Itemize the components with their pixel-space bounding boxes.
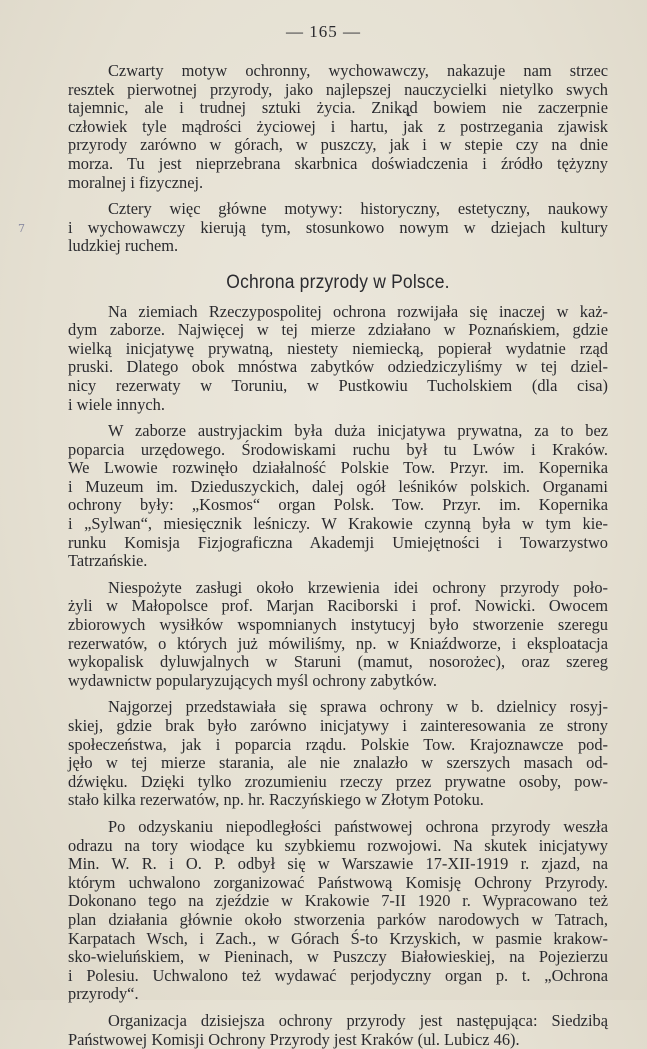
text-line: wykopalisk dyluwjalnych w Staruni (mamut, nosorożec), oraz szereg xyxy=(68,653,608,672)
text-line: i Polesiu. Uchwalono też wydawać perjodyczny organ p. t. „Ochrona xyxy=(68,967,608,986)
text-line: Dokonano tego na zjeździe w Krakowie 7-II 1920 r. Wypracowano też xyxy=(68,892,608,911)
text-line: Min. W. R. i O. P. odbył się w Warszawie 17-XII-1919 r. zjazd, na xyxy=(68,855,608,874)
text-line: Niespożyte zasługi około krzewienia idei ochrony przyrody poło- xyxy=(68,579,608,598)
text-line: dźwięku. Dzięki tylko zrozumieniu rzeczy przez prywatne osoby, pow- xyxy=(68,773,608,792)
text-line: pruski. Dlatego obok mnóstwa zabytków odziedziczyliśmy w tej dziel- xyxy=(68,358,608,377)
text-line: człowiek tyle mądrości życiowej i hartu, jak z postrzegania zjawisk xyxy=(68,118,608,137)
text-line: Organizacja dzisiejsza ochrony przyrody jest następująca: Siedzibą xyxy=(68,1012,608,1031)
paragraph xyxy=(68,200,608,256)
text-line: i Muzeum im. Dzieduszyckich, dalej ogół leśników polskich. Organami xyxy=(68,478,608,497)
text-line: którym uchwalono zorganizować Państwową Komisję Ochrony Przyrody. xyxy=(68,874,608,893)
text-line: stało kilka rezerwatów, np. hr. Raczyńskiego w Złotym Potoku. xyxy=(68,791,608,810)
text-line: przyrody zarówno w górach, w puszczy, jak i w stepie czy na dnie xyxy=(68,136,608,155)
text-line: Czwarty motyw ochronny, wychowawczy, nakazuje nam strzec xyxy=(68,62,608,81)
text-line: nicy rezerwaty w Toruniu, w Pustkowiu Tucholskiem (dla cisa) xyxy=(68,377,608,396)
text-line: Cztery więc główne motywy: historyczny, estetyczny, naukowy xyxy=(68,200,608,219)
text-line: Najgorzej przedstawiała się sprawa ochrony w b. dzielnicy rosyj- xyxy=(68,698,608,717)
text-line: tajemnic, ale i trudnej sztuki życia. Zniką̨d bowiem nie zaczerpnie xyxy=(68,99,608,118)
text-line: resztek pierwotnej przyrody, jako najlepszej nauczycielki nietylko swych xyxy=(68,81,608,100)
text-line: morza. Tu jest nieprzebrana skarbnica doświadczenia i źródło tężyzny xyxy=(68,155,608,174)
text-line: wielką inicjatywę prywatną, niestety niemiecką, popierał wydatnie rząd xyxy=(68,340,608,359)
section-intro xyxy=(68,62,608,256)
section-body xyxy=(68,303,608,1049)
paragraph xyxy=(68,303,608,415)
text-line: ludzkiej ruchem. xyxy=(68,237,608,256)
text-line: plan działania głównie około stworzenia parków narodowych w Tatrach, xyxy=(68,911,608,930)
page-number: — 165 — xyxy=(0,22,647,42)
text-line: rezerwatów, o których już mówiliśmy, np. w Kniaźdworze, i eksploatacja xyxy=(68,635,608,654)
text-line: moralnej i fizycznej. xyxy=(68,174,608,193)
section-heading: Ochrona przyrody w Polsce. xyxy=(90,274,587,293)
paragraph xyxy=(68,818,608,1004)
text-line: wydawnictw popularyzujących myśl ochrony zabytków. xyxy=(68,672,608,691)
text-line: przyrody“. xyxy=(68,985,608,1004)
text-line: żyli w Małopolsce prof. Marjan Raciborski i prof. Nowicki. Owocem xyxy=(68,597,608,616)
text-line: We Lwowie rozwinęło działalność Polskie Tow. Przyr. im. Kopernika xyxy=(68,459,608,478)
text-line: poparcia urzędowego. Środowiskami ruchu był tu Lwów i Kraków. xyxy=(68,441,608,460)
text-line: Państwowej Komisji Ochrony Przyrody jest Kraków (ul. Lubicz 46). xyxy=(68,1031,608,1049)
text-line: Na ziemiach Rzeczypospolitej ochrona rozwijała się inaczej w każ- xyxy=(68,303,608,322)
text-line: ochrony były: „Kosmos“ organ Polsk. Tow. Przyr. im. Kopernika xyxy=(68,496,608,515)
paragraph xyxy=(68,579,608,691)
text-line: sko-wieluńskiem, w Pieninach, w Puszczy Białowieskiej, na Pojezierzu xyxy=(68,948,608,967)
text-column xyxy=(68,62,608,1049)
text-line: i wiele innych. xyxy=(68,396,608,415)
text-line: runku Komisja Fizjograficzna Akademji Umiejętności i Towarzystwo xyxy=(68,534,608,553)
text-line: skiej, gdzie brak było zarówno inicjatywy i zainteresowania ze strony xyxy=(68,717,608,736)
text-line: społeczeństwa, jak i poparcia rządu. Polskie Tow. Krajoznawcze pod- xyxy=(68,736,608,755)
text-line: Po odzyskaniu niepodległości państwowej ochrona przyrody weszła xyxy=(68,818,608,837)
margin-pencil-mark: 7 xyxy=(18,222,25,235)
text-line: odrazu na tory wiodące ku szybkiemu rozwojowi. Na skutek inicjatywy xyxy=(68,837,608,856)
paragraph xyxy=(68,62,608,192)
text-line: i „Sylwan“, miesięcznik leśniczy. W Krakowie czynną była w tym kie- xyxy=(68,515,608,534)
text-line: i wychowawczy kierują tym, stosunkowo nowym w dziejach kultury xyxy=(68,219,608,238)
paragraph xyxy=(68,1012,608,1049)
text-line: dym zaborze. Najwięcej w tej mierze zdziałano w Poznańskiem, gdzie xyxy=(68,321,608,340)
paragraph xyxy=(68,422,608,571)
text-line: zbiorowych wysiłków wspomnianych instytucyj było stworzenie szeregu xyxy=(68,616,608,635)
paragraph xyxy=(68,698,608,810)
text-line: Tatrzańskie. xyxy=(68,552,608,571)
text-line: jęło w tej mierze starania, ale nie znalazło w szerszych masach od- xyxy=(68,754,608,773)
text-line: Karpatach Wsch, i Zach., w Górach Ś-to Krzyskich, w pasmie krakow- xyxy=(68,930,608,949)
text-line: W zaborze austryjackim była duża inicjatywa prywatna, za to bez xyxy=(68,422,608,441)
